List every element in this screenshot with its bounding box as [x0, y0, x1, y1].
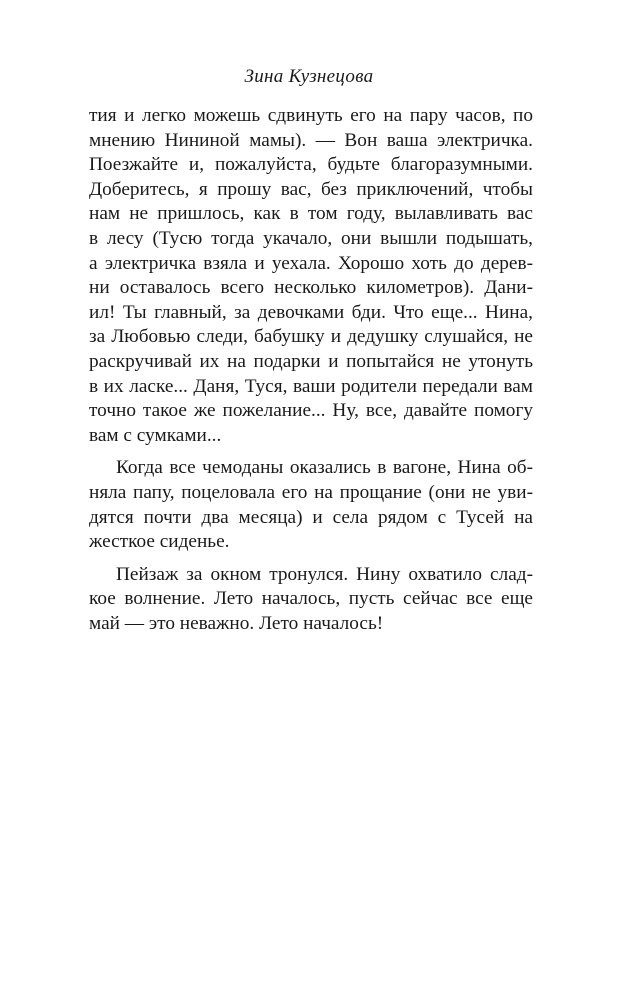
paragraph-1 [89, 104, 533, 448]
text-line: ни оставалось всего несколько километров). Дани- [89, 277, 533, 299]
text-line: кое волнение. Лето началось, пусть сейчас все еще [89, 588, 533, 610]
text-line: няла папу, поцеловала его на прощание (они не уви- [89, 481, 533, 503]
text-line: дятся почти два месяца) и села рядом с Тусей на [89, 506, 533, 528]
text-line: за Любовью следи, бабушку и дедушку слушайся, не [89, 326, 533, 348]
text-line: тия и легко можешь сдвинуть его на пару часов, по [89, 105, 533, 126]
text-line: Когда все чемоданы оказались в вагоне, Нина об- [116, 457, 533, 479]
text-line: а электричка взяла и уехала. Хорошо хоть до дерев- [89, 252, 533, 274]
text-line: Пейзаж за окном тронулся. Нину охватило слад- [116, 563, 533, 585]
text-line: мнению Нининой мамы). — Вон ваша электричка. [89, 129, 533, 151]
text-line: Доберитесь, я прошу вас, без приключений, чтобы [89, 178, 533, 200]
text-line: май — это неважно. Лето началось! [89, 612, 384, 634]
text-line: в лесу (Тусю тогда укачало, они вышли подышать, [89, 227, 533, 249]
text-line: жесткое сиденье. [89, 531, 230, 553]
text-line: раскручивай их на подарки и попытайся не утонуть [89, 350, 533, 372]
text-line: нам не пришлось, как в том году, вылавливать вас [89, 203, 533, 225]
text-line: вам с сумками... [89, 424, 222, 446]
text-line: Поезжайте и, пожалуйста, будьте благоразумными. [89, 154, 533, 176]
body-text [89, 104, 533, 644]
paragraph-3 [89, 563, 533, 637]
text-line: в их ласке... Даня, Туся, ваши родители передали вам [89, 375, 533, 397]
text-line: ил! Ты главный, за девочками бди. Что еще... Нина, [89, 301, 533, 323]
paragraph-2 [89, 456, 533, 554]
text-line: точно такое же пожелание... Ну, все, давайте помогу [89, 400, 533, 422]
running-head: Зина Кузнецова [244, 66, 374, 87]
